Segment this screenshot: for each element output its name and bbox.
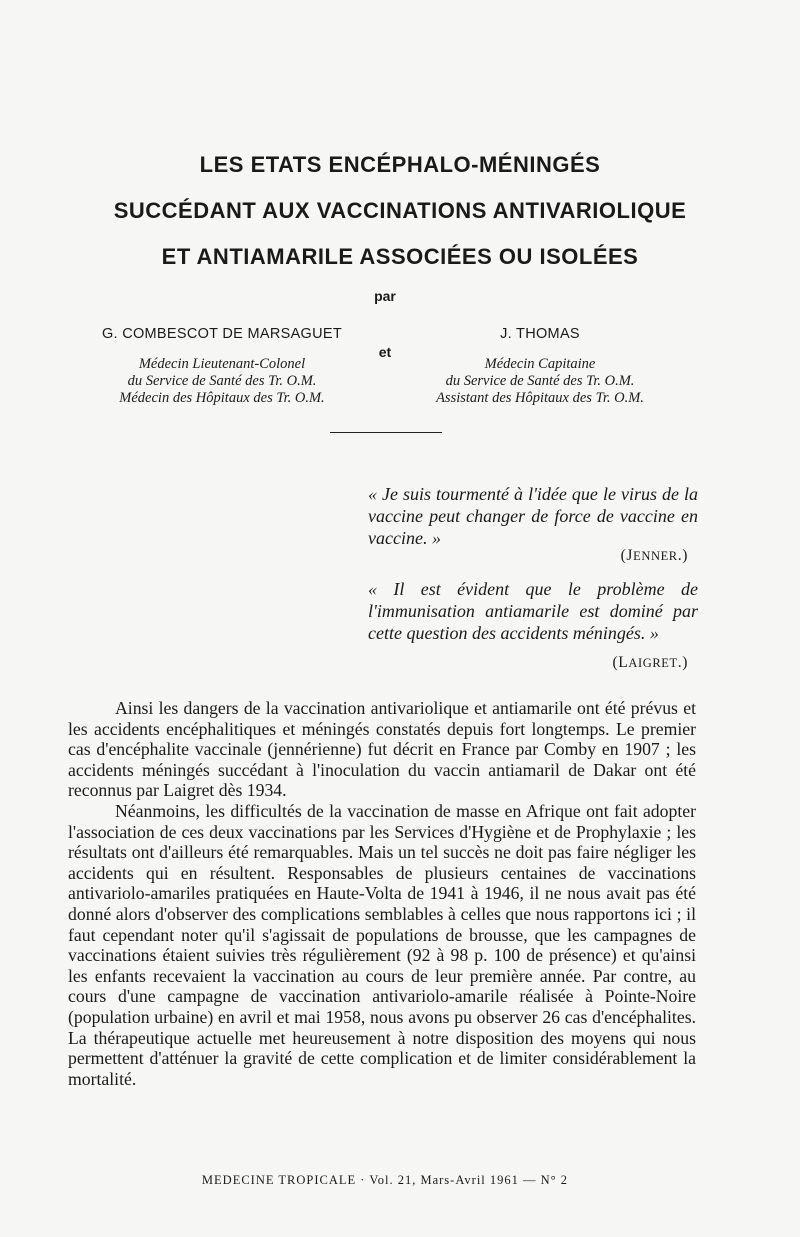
author-2-name: J. THOMAS — [500, 326, 580, 342]
author-1-affiliation — [62, 356, 382, 407]
epigraph-1-source: (JENNER.) — [620, 547, 688, 564]
body-paragraph-2: Néanmoins, les difficultés de la vaccination de masse en Afrique ont fait adopter l'association de ces deux vaccinations par les Services d'Hygiène et de Prophylaxie ; les résultats ont d'ailleurs été remarquables. Mais un tel succès ne doit pas faire négliger les accidents qui en résultent. Responsables de plusieurs centaines de vaccinations antivariolo-amariles pratiquées en Haute-Volta de 1941 à 1946, il ne nous avait pas été donné alors d'observer des complications semblables à celles que nous rapportons ici ; il faut cependant noter qu'il s'agissait de populations de brousse, que les campagnes de vaccinations étaient suivies très régulièrement (92 à 98 p. 100 de présence) et qu'ainsi les enfants recevaient la vaccination au cours de leur première année. Par contre, au cours d'une campagne de vaccination antivariolo-amarile réalisée à Pointe-Noire (population urbaine) en avril et mai 1958, nous avons pu observer 26 cas d'encéphalites. La thérapeutique actuelle met heureusement à notre disposition des moyens qui nous permettent d'atténuer la gravité de cette complication et de limiter considérablement la mortalité. — [68, 800, 696, 1089]
author-2-affiliation — [380, 356, 700, 407]
body-paragraph-1: Ainsi les dangers de la vaccination antivariolique et antiamarile ont été prévus et les accidents encéphalitiques et méningés constatés depuis fort longtemps. Le premier cas d'encéphalite vaccinale (jennérienne) fut décrit en France par Comby en 1907 ; les accidents méningés succédant à l'inoculation du vaccin antiamaril de Dakar ont été reconnus par Laigret dès 1934. — [68, 698, 696, 801]
title-line-3: ET ANTIAMARILE ASSOCIÉES OU ISOLÉES — [161, 244, 639, 269]
author-2-service: du Service de Santé des Tr. O.M. — [445, 373, 635, 389]
author-2-rank: Médecin Capitaine — [484, 356, 596, 372]
author-2-hospital: Assistant des Hôpitaux des Tr. O.M. — [436, 390, 644, 406]
journal-footer: MEDECINE TROPICALE · Vol. 21, Mars-Avril 1961 — N° 2 — [201, 1173, 569, 1187]
author-1-rank: Médecin Lieutenant-Colonel — [138, 356, 306, 372]
author-1-service: du Service de Santé des Tr. O.M. — [127, 373, 317, 389]
epigraph-1-text: « Je suis tourmenté à l'idée que le virus de la vaccine peut changer de force de vaccine en vaccine. » — [368, 484, 698, 548]
title-line-2: SUCCÉDANT AUX VACCINATIONS ANTIVARIOLIQUE — [113, 198, 687, 223]
author-1-name: G. COMBESCOT DE MARSAGUET — [101, 326, 343, 342]
byline-et: et — [378, 344, 392, 360]
author-1-hospital: Médecin des Hôpitaux des Tr. O.M. — [119, 390, 325, 406]
article-body — [68, 698, 696, 1089]
separator-rule — [330, 432, 442, 433]
epigraph-2-text: « Il est évident que le problème de l'immunisation antiamarile est dominé par cette question des accidents méningés. » — [368, 579, 698, 643]
title-line-1: LES ETATS ENCÉPHALO-MÉNINGÉS — [199, 152, 601, 177]
epigraph-2-source: (LAIGRET.) — [612, 654, 688, 671]
byline-par: par — [374, 288, 396, 304]
